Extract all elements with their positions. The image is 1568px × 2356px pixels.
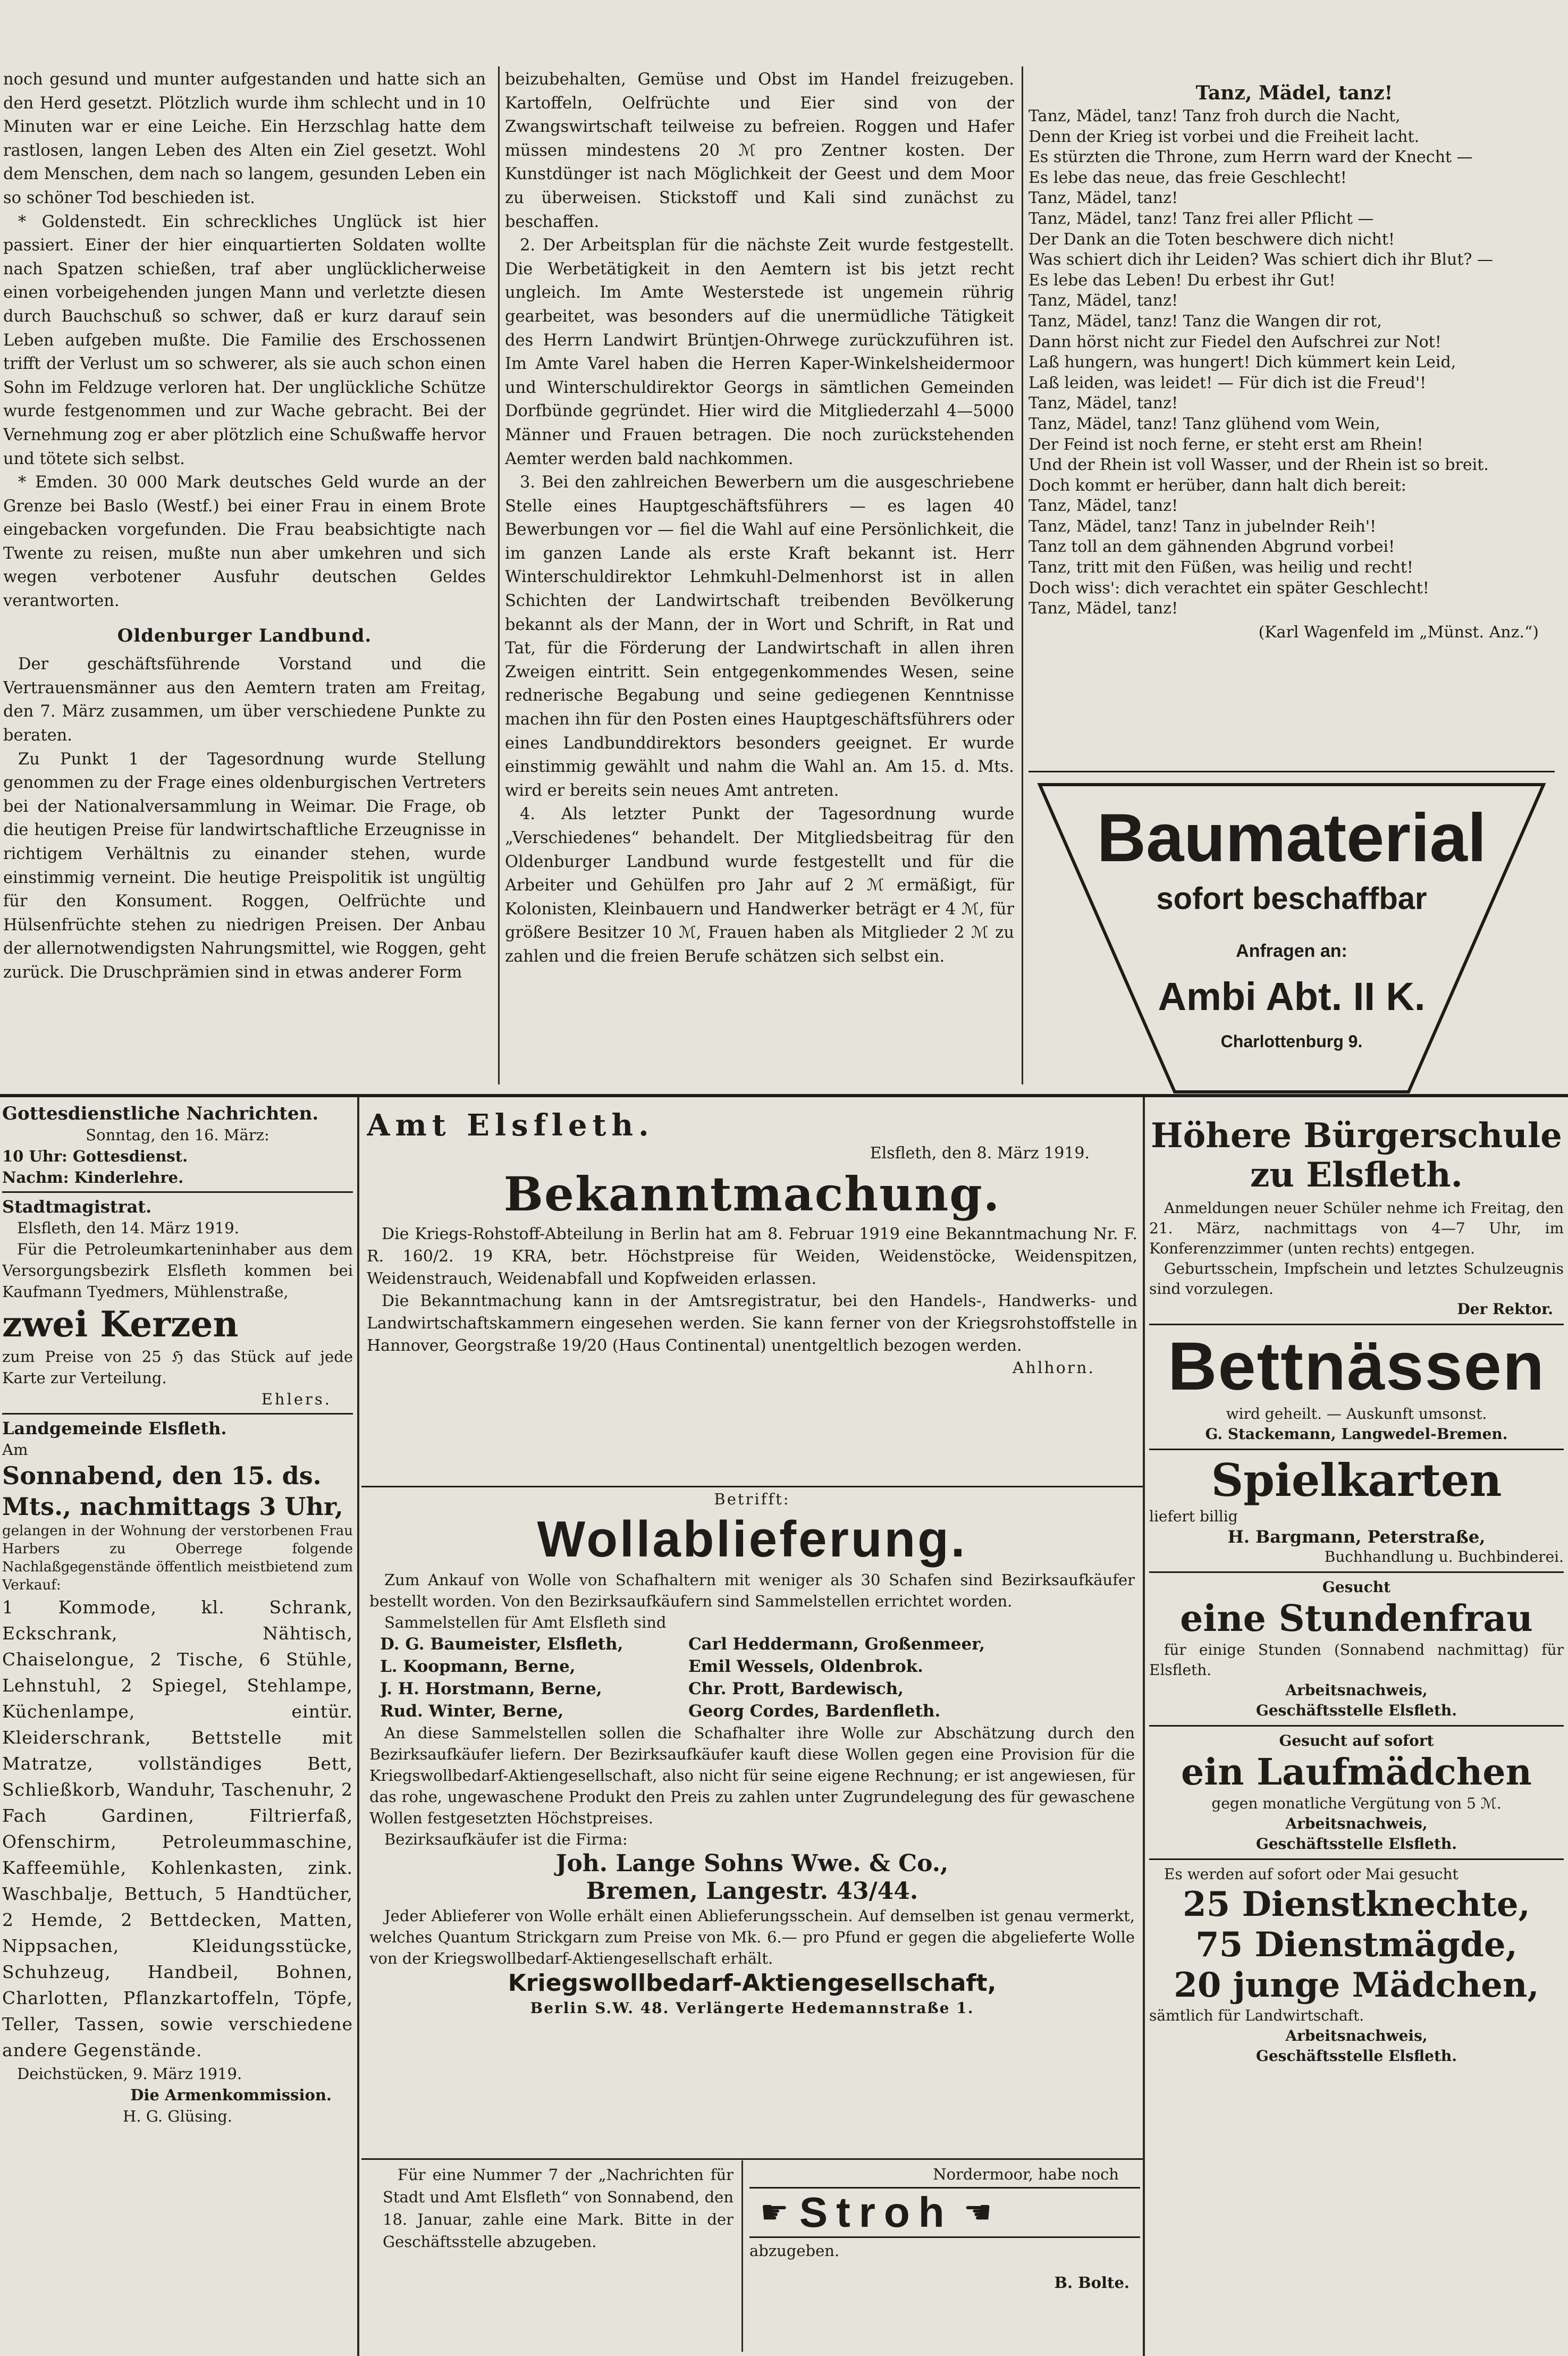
sammel-entry: Rud. Winter, Berne, [380,1702,564,1721]
gottes-1: 10 Uhr: Gottesdienst. [2,1147,188,1165]
schule-1: Höhere Bürgerschule [1151,1116,1562,1156]
kerzen-heading: zwei Kerzen [2,1303,239,1345]
bolte-sign: B. Bolte. [1054,2274,1129,2292]
baumaterial-sub: sofort beschaffbar [1156,881,1427,916]
heading-landbund: Oldenburger Landbund. [117,625,372,646]
sammel-entry: J. H. Horstmann, Berne, [380,1679,602,1698]
stunden-text: für einige Stunden (Sonnabend nachmittag) für Elsfleth. [1149,1641,1564,1679]
gottes-date: Sonntag, den 16. März: [86,1126,269,1144]
amt-text-2: Die Bekanntmachung kann in der Amtsregistratur, bei den Handels-, Handwerks- und Landwirtschaftskammern eingesehen werden. Sie kann ferner von der Kriegsrohstoffstelle in Hannover, Georgstraße 19/20 (Haus Continental) unentgeltlich bezogen werden. [367,1292,1137,1355]
woll-text-3: Jeder Ablieferer von Wolle erhält einen Ablieferungsschein. Auf demselben ist genau vermerkt, welches Quantum Strickgarn zum Preise von Mk. 6.— pro Pfund er gegen die abgelieferte Wolle von der Kriegswollbedarf-Aktiengesellschaft erhält. [369,1907,1135,1967]
baumaterial-title: Baumaterial [1097,800,1487,876]
right-ads [1149,1116,1564,2355]
betrifft: Betrifft: [714,1490,790,1508]
column-1 [3,68,486,1081]
poem-line: Tanz, Mädel, tanz! [1029,599,1178,618]
woll-text-2: An diese Sammelstellen sollen die Schafhalter ihre Wolle zur Abschätzung durch den Bezirksaufkäufer liefern. Der Bezirksaufkäufer kauft diese Wollen gegen eine Provision für die Kriegswollbedarf-Aktiengesellschaft, also nicht für seine eigene Rechnung; er ist angewiesen, für das rohe, ungewaschene Produkt den Preis zu zahlen unter Zugrundelegung des für gewaschene Wollen festgesetzten Höchstpreises. [369,1724,1135,1827]
stadt-sign: Ehlers. [261,1390,332,1408]
kw-2: Berlin S.W. 48. Verlängerte Hedemannstraße 1. [530,1999,974,2017]
arbeit-2b: Geschäftsstelle Elsfleth. [1255,1835,1457,1853]
dienst-2: 75 Dienstmägde, [1195,1925,1518,1965]
lauf-heading: ein Laufmädchen [1181,1751,1532,1794]
sammel-entry: L. Koopmann, Berne, [380,1657,576,1676]
arbeit-1c: Arbeitsnachweis, [1285,2027,1428,2044]
poem-line: Tanz, Mädel, tanz! [1029,394,1178,413]
section-rule [0,1094,1568,1097]
bett-firm: G. Stackemann, Langwedel-Bremen. [1205,1425,1508,1443]
nummer-ad [383,2164,734,2344]
bett-heading: Bettnässen [1168,1328,1545,1404]
land-items: 1 Kommode, kl. Schrank, Eckschrank, Nähtisch, Chaiselongue, 2 Tische, 6 Stühle, Lehnstuhl, 2 Spiegel, Stehlampe, Küchenlampe, eintür. Kleiderschrank, Bettstelle mit Matratze, vollständiges Bett, Schließkorb, Wanduhr, Taschenuhr, 2 Fach Gardinen, Filtrierfaß, Ofenschirm, Petroleummaschine, Kaffeemühle, Kohlenkasten, zink. Waschbalje, Bettuch, 5 Handtücher, 2 Hemde, 2 Bettdecken, Matten, Nippsachen, Kleidungsstücke, Schuhzeug, Handbeil, Bohnen, Charlotten, Pflanzkartoffeln, Töpfe, Teller, Tassen, sowie verschiedene andere Gegenstände. [2,1597,353,2060]
sammel-entry: Chr. Prott, Bardewisch, [688,1679,904,1698]
sofort: Gesucht auf sofort [1279,1732,1434,1749]
firm-head: Bezirksaufkäufer ist die Firma: [384,1830,628,1848]
column-rule [498,66,500,1084]
arbeit-2: Geschäftsstelle Elsfleth. [1255,1702,1457,1719]
stadt-text: Für die Petroleumkarteninhaber aus dem Versorgungsbezirk Elsfleth kommen bei Kaufmann Tyedmers, Mühlenstraße, [2,1240,353,1301]
column-rule [1143,1097,1145,2356]
arbeit-2c: Geschäftsstelle Elsfleth. [1255,2047,1457,2065]
poem-line: Tanz, tritt mit den Füßen, was heilig und recht! [1029,558,1413,577]
baumaterial-place: Charlottenburg 9. [1220,1032,1363,1051]
poem-title: Tanz, Mädel, tanz! [1195,82,1393,104]
spiel-text: liefert billig [1149,1508,1238,1525]
sammel-list-right [688,1633,1135,1722]
spiel-firm: H. Bargmann, Peterstraße, [1227,1527,1486,1547]
poem-line: Laß leiden, was leidet! — Für dich ist die Freud'! [1029,373,1427,392]
column-2 [505,68,1014,1081]
dienst-3: 20 junge Mädchen, [1174,1965,1539,2005]
sammel-entry: Carl Heddermann, Großenmeer, [688,1635,985,1654]
poem-line: Es lebe das Leben! Du erbest ihr Gut! [1029,271,1336,290]
bottom-rule [361,2158,1143,2160]
poem-line: Was schiert dich ihr Leiden? Was schiert dich ihr Blut? — [1029,250,1493,270]
pointing-hand-icon: ☚ [963,2194,992,2231]
spiel-heading: Spielkarten [1211,1454,1502,1507]
amt-sign: Ahlhorn. [1012,1359,1095,1377]
lauf-text: gegen monatliche Vergütung von 5 ℳ. [1211,1795,1502,1812]
land-date: Sonnabend, den 15. ds. Mts., nachmittags 3 Uhr, [2,1461,343,1521]
stadt-text-2: zum Preise von 25 ℌ das Stück auf jede Karte zur Verteilung. [2,1348,353,1387]
poem-line: Es stürzten die Throne, zum Herrn ward der Knecht — [1029,148,1473,167]
poem-line: Tanz, Mädel, tanz! [1029,189,1178,208]
stroh-heading: Stroh [799,2189,953,2236]
firm-2: Bremen, Langestr. 43/44. [586,1878,918,1905]
landbund-intro: Der geschäftsführende Vorstand und die Vertrauensmänner aus den Aemtern traten am Freitag, den 7. März zusammen, um über verschiedene Punkte zu beraten. [3,655,486,745]
poem-rule [1029,771,1555,772]
arbeit-1: Arbeitsnachweis, [1285,1681,1428,1699]
poem-line: Doch kommt er herüber, dann halt dich bereit: [1029,476,1406,495]
nummer-text: Für eine Nummer 7 der „Nachrichten für Stadt und Amt Elsfleth“ von Sonnabend, den 18. Januar, zahle eine Mark. Bitte in der Geschäftsstelle abzugeben. [383,2166,734,2251]
poem-lines [1029,106,1560,619]
stadt-date: Elsfleth, den 14. März 1919. [17,1219,239,1237]
landbund-point-3: 3. Bei den zahlreichen Bewerbern um die ausgeschriebene Stelle eines Hauptgeschäftsführers — es lagen 40 Bewerbungen vor — fiel die Wahl auf eine Persönlichkeit, die im ganzen Lande als erste Kraft bekannt ist. Herr Winterschuldirektor Lehmkuhl-Delmenhorst ist in allen Schichten der Landwirtschaft treibenden Bevölkerung bekannt als der Mann, der in Wort und Schrift, in Rat und Tat, für die Förderung der Landwirtschaft in allen ihren Zweigen eintritt. Sein entgegenkommendes Wesen, seine rednerische Begabung und seine gediegenen Kenntnisse machen ihn für den Posten eines Hauptgeschäftsführers oder eines Landbunddirektors besonders geeignet. Er wurde einstimmig gewählt und nahm die Wahl an. Am 15. d. Mts. wird er bereits sein neues Amt antreten. [505,473,1014,800]
poem-line: Tanz, Mädel, tanz! Tanz glühend vom Wein, [1029,414,1380,433]
poem-line: Und der Rhein ist voll Wasser, und der Rhein ist so breit. [1029,456,1489,475]
article-emden: * Emden. 30 000 Mark deutsches Geld wurde an der Grenze bei Baslo (Westf.) bei einer Frau in einem Brote eingebacken vorgefunden. Die Frau beabsichtigte nach Twente zu reisen, mußte nun aber umkehren und sich wegen verbotener Ausfuhr deutschen Geldes verantworten. [3,473,486,611]
stadt-title: Stadtmagistrat. [2,1197,152,1217]
poem-line: Der Dank an die Toten beschwere dich nicht! [1029,230,1395,249]
woll-text-1: Zum Ankauf von Wolle von Schafhaltern mit weniger als 30 Schafen sind Bezirksaufkäufer bestellt worden. Von den Bezirksaufkäufern sind Sammelstellen errichtet worden. [369,1571,1135,1610]
sammel-entry: Georg Cordes, Bardenfleth. [688,1702,941,1721]
spiel-firm-2: Buchhandlung u. Buchbinderei. [1324,1548,1564,1566]
bekanntmachung: Bekanntmachung. [503,1166,1001,1222]
poem-line: Der Feind ist noch ferne, er steht erst am Rhein! [1029,435,1423,454]
poem-line: Tanz, Mädel, tanz! Tanz die Wangen dir rot, [1029,312,1382,331]
sammel-entry: Emil Wessels, Oldenbrok. [688,1657,923,1676]
landbund-point-2: 2. Der Arbeitsplan für die nächste Zeit wurde festgestellt. Die Werbetätigkeit in den Aemtern ist bis jetzt recht ungleich. Im Amte Westerstede ist ungemein rührig gearbeitet, was besonders auf die unermüdliche Tätigkeit des Herrn Landwirt Brüntjen-Ohrwege zurückzuführen ist. Im Amte Varel haben die Herren Kaper-Winkelsheidermoor und Winterschuldirektor Georgs in sämtlichen Gemeinden Dorfbünde gegründet. Hier wird die Mitgliederzahl 4—5000 Männer und Frauen betragen. Die noch zurückstehenden Aemter werden bald nachkommen. [505,236,1014,468]
poem-line: Laß hungern, was hungert! Dich kümmert kein Leid, [1029,353,1456,372]
landbund-point-1: Zu Punkt 1 der Tagesordnung wurde Stellung genommen zu der Frage eines oldenburgischen Vertreters bei der Nationalversammlung in Weimar. Die Frage, ob die heutigen Preise für landwirtschaftliche Erzeugnisse in richtigem Verhältnis zu einander stehen, wurde einstimmig verneint. Die heutige Preispolitik ist ungültig für den Konsument. Roggen, Oelfrüchte und Hülsenfrüchte stehen zu niedrigen Preisen. Der Anbau der allernotwendigsten Nahrungsmittel, wie Roggen, geht zurück. Die Druschprämien sind in etwas anderer Form [3,750,486,982]
schule-sign: Der Rektor. [1457,1300,1553,1318]
baumaterial-firm: Ambi Abt. II K. [1158,974,1426,1019]
amt-date: Elsfleth, den 8. März 1919. [870,1144,1090,1163]
amt-title: Amt Elsfleth. [367,1108,654,1143]
gottes-title: Gottesdienstliche Nachrichten. [2,1103,319,1124]
column-rule [741,2160,743,2352]
woll-heading: Wollablieferung. [537,1511,967,1568]
poem [1029,80,1560,643]
poem-line: Doch wiss': dich verachtet ein später Geschlecht! [1029,578,1429,598]
arbeit-1b: Arbeitsnachweis, [1285,1815,1428,1832]
baumaterial-ask: Anfragen an: [1236,941,1347,961]
land-title: Landgemeinde Elsfleth. [2,1418,227,1438]
poem-credit: (Karl Wagenfeld im „Münst. Anz.“) [1258,622,1539,642]
poem-line: Tanz, Mädel, tanz! Tanz in jubelnder Reih'! [1029,517,1377,536]
land-sign-1: Die Armenkommission. [130,2086,332,2104]
kw-1: Kriegswollbedarf-Aktiengesellschaft, [508,1970,997,1997]
land-sign-2: H. G. Glüsing. [122,2107,233,2125]
amt-notice [367,1108,1137,1512]
dienst-text: sämtlich für Landwirtschaft. [1149,2007,1364,2024]
land-am: Am [2,1441,28,1459]
left-ads [2,1103,353,2350]
poem-line: Tanz, Mädel, tanz! Tanz frei aller Pflicht — [1029,209,1374,228]
bett-text: wird geheilt. — Auskunft umsonst. [1226,1405,1487,1423]
stunden-heading: eine Stundenfrau [1180,1597,1533,1640]
gottes-2: Nachm: Kinderlehre. [2,1168,184,1187]
landbund-point-4: 4. Als letzter Punkt der Tagesordnung wurde „Verschiedenes“ behandelt. Der Mitgliedsbeitrag für den Oldenburger Landbund wurde festgestellt und für die Arbeiter und Gehülfen pro Jahr auf 2 ℳ ermäßigt, für Kolonisten, Kleinbauern und Handwerker beträgt er 4 ℳ, für größere Besitzer 10 ℳ, Frauen haben als Mitglieder 2 ℳ zu zahlen und die freien Berufe schätzen sich selbst ein. [505,805,1014,966]
poem-line: Es lebe das neue, das freie Geschlecht! [1029,168,1347,187]
firm-1: Joh. Lange Sohns Wwe. & Co., [555,1850,949,1877]
poem-line: Dann hörst nicht zur Fiedel den Aufschrei zur Not! [1029,332,1441,351]
gesucht: Gesucht [1322,1578,1391,1596]
schule-text-2: Geburtsschein, Impfschein und letztes Schulzeugnis sind vorzulegen. [1149,1260,1564,1298]
sammel-list-left [369,1633,688,1722]
dienst-1: 25 Dienstknechte, [1183,1884,1530,1924]
poem-line: Tanz, Mädel, tanz! [1029,497,1178,516]
column-rule [1022,66,1023,1084]
article-goldenstedt: * Goldenstedt. Ein schreckliches Unglück ist hier passiert. Einer der hier einquartierten Soldaten wollte nach Spatzen schießen, traf aber unglücklicherweise einen vorbeigehenden jungen Mann und verletzte diesen durch Bauchschuß so schwer, daß er kurz darauf sein Leben aufgeben mußte. Die Familie des Erschossenen trifft der Verlust um so schwerer, als sie auch schon einen Sohn im Feldzuge verloren hat. Der unglückliche Schütze wurde festgenommen und zur Wache gebracht. Bei der Vernehmung zog er aber plötzlich eine Schußwaffe hervor und tötete sich selbst. [3,212,486,468]
article-death: noch gesund und munter aufgestanden und hatte sich an den Herd gesetzt. Plötzlich wurde ihm schlecht und in 10 Minuten war er eine Leiche. Ein Herzschlag hatte dem rastlosen, langen Leben des Alten ein Ziel gesetzt. Wohl dem Menschen, dem nach so langem, gesunden Leben ein so schöner Tod beschieden ist. [3,70,486,207]
pointing-hand-icon: ☛ [760,2194,789,2231]
column-rule [357,1097,359,2356]
es-werden: Es werden auf sofort oder Mai gesucht [1164,1865,1459,1883]
sammel-entry: D. G. Baumeister, Elsfleth, [380,1635,623,1654]
stroh-bottom: abzugeben. [749,2242,840,2260]
poem-line: Denn der Krieg ist vorbei und die Freiheit lacht. [1029,127,1420,146]
schule-2: zu Elsfleth. [1250,1155,1463,1195]
poem-line: Tanz toll an dem gähnenden Abgrund vorbei! [1029,537,1395,557]
amt-rule [361,1486,1143,1487]
stroh-ad [749,2164,1140,2344]
landbund-cont: beizubehalten, Gemüse und Obst im Handel freizugeben. Kartoffeln, Oelfrüchte und Eier sind von der Zwangswirtschaft teilweise zu befreien. Roggen und Hafer müssen mindestens 20 ℳ pro Zentner kosten. Der Kunstdünger ist nach Möglichkeit der Geest und dem Moor zu überweisen. Stickstoff und Kali sind zunächst zu beschaffen. [505,70,1014,231]
stroh-top: Nordermoor, habe noch [933,2165,1119,2183]
amt-text-1: Die Kriegs-Rohstoff-Abteilung in Berlin hat am 8. Februar 1919 eine Bekanntmachung Nr. F. R. 160/2. 19 KRA, betr. Höchstpreise für Weiden, Weidenstöcke, Weidenspitzen, Weidenstrauch, Weidenabfall und Kopfweiden erlassen. [367,1225,1137,1288]
poem-line: Tanz, Mädel, tanz! [1029,291,1178,310]
baumaterial-ad [1036,781,1547,1095]
woll-notice [369,1488,1135,2156]
land-date-2: Deichstücken, 9. März 1919. [17,2065,242,2083]
schule-text: Anmeldungen neuer Schüler nehme ich Freitag, den 21. März, nachmittags von 4—7 Uhr, im Konferenzzimmer (unten rechts) entgegen. [1149,1199,1564,1257]
sammel-head: Sammelstellen für Amt Elsfleth sind [384,1613,667,1631]
land-text: gelangen in der Wohnung der verstorbenen Frau Harbers zu Oberrege folgende Nachlaßgegenstände öffentlich meistbietend zum Verkauf: [2,1523,353,1593]
poem-line: Tanz, Mädel, tanz! Tanz froh durch die Nacht, [1029,107,1401,125]
